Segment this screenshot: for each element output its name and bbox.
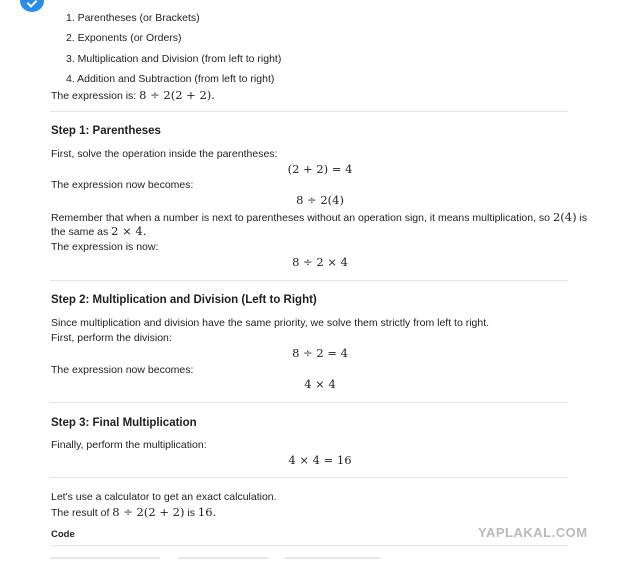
step2-paragraph: The expression now becomes: (51, 364, 194, 376)
divider (50, 477, 568, 478)
site-watermark: YAPLAKAL.COM (478, 525, 588, 540)
list-item: 3. Multiplication and Division (from left to right) (66, 53, 282, 65)
cut-off-text-line (66, 0, 396, 3)
divider (50, 545, 568, 546)
step1-equation: (2 + 2) = 4 (287, 162, 353, 176)
tab-placeholder (50, 557, 160, 559)
expression-math: 8 ÷ 2(2 + 2). (139, 88, 215, 102)
step2-paragraph: First, perform the division: (51, 332, 172, 344)
step2-equation: 4 × 4 (304, 377, 336, 391)
expression-intro: The expression is: 8 ÷ 2(2 + 2). (51, 88, 215, 102)
step2-paragraph: Since multiplication and division have the same priority, we solve them strictly from left to right. (51, 317, 490, 329)
step3-paragraph: Finally, perform the multiplication: (51, 439, 207, 451)
list-item: 2. Exponents (or Orders) (66, 32, 182, 44)
step1-heading: Step 1: Parentheses (51, 125, 161, 137)
step1-paragraph: The expression is now: (51, 241, 159, 253)
step2-equation: 8 ÷ 2 = 4 (292, 346, 348, 360)
list-item: 1. Parentheses (or Brackets) (66, 12, 200, 24)
step3-heading: Step 3: Final Multiplication (51, 417, 197, 429)
step2-heading: Step 2: Multiplication and Division (Left to Right) (51, 294, 317, 306)
tab-placeholder (285, 557, 380, 559)
tab-placeholder (178, 557, 268, 559)
step1-paragraph: Remember that when a number is next to parentheses without an operation sign, it means multiplication, so 2(4) is (51, 210, 588, 224)
list-item: 4. Addition and Subtraction (from left to right) (66, 73, 275, 85)
footer-paragraph: Let's use a calculator to get an exact calculation. (51, 491, 277, 503)
divider (50, 111, 568, 112)
divider (50, 280, 568, 281)
code-label[interactable]: Code (51, 529, 75, 540)
step1-equation: 8 ÷ 2(4) (296, 193, 344, 207)
result-paragraph: The result of 8 ÷ 2(2 + 2) is 16. (51, 505, 217, 519)
assistant-avatar-icon (20, 0, 44, 12)
step1-paragraph: First, solve the operation inside the parentheses: (51, 148, 278, 160)
step1-equation: 8 ÷ 2 × 4 (292, 255, 348, 269)
step3-equation: 4 × 4 = 16 (288, 453, 352, 467)
step1-paragraph: The expression now becomes: (51, 179, 194, 191)
step1-paragraph: the same as 2 × 4. (51, 224, 147, 238)
divider (50, 402, 568, 403)
